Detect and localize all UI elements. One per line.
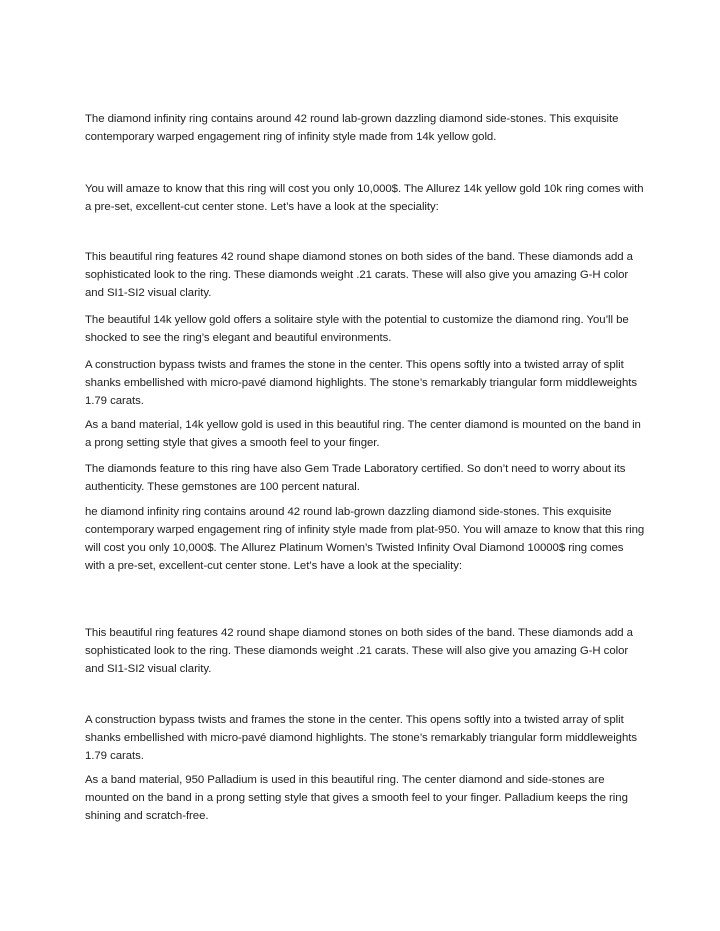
paragraph-4: The beautiful 14k yellow gold offers a solitaire style with the potential to customize the diamond ring. You’ll be shocked to see the ring’s elegant and beautiful environments. xyxy=(85,314,629,344)
paragraph-10: A construction bypass twists and frames the stone in the center. This opens softly into a twisted array of split shanks embellished with micro-pavé diamond highlights. The stone’s remarkably triangular form middleweights 1.79 carats. xyxy=(85,714,638,762)
paragraph-9: This beautiful ring features 42 round shape diamond stones on both sides of the band. These diamonds add a sophisticated look to the ring. These diamonds weight .21 carats. These will also give you amazing G-H color and SI1-SI2 visual clarity. xyxy=(85,627,633,675)
paragraph-3: This beautiful ring features 42 round shape diamond stones on both sides of the band. These diamonds add a sophisticated look to the ring. These diamonds weight .21 carats. These will also give you amazing G-H color and SI1-SI2 visual clarity. xyxy=(85,251,633,299)
paragraph-7: The diamonds feature to this ring have also Gem Trade Laboratory certified. So don’t need to worry about its authenticity. These gemstones are 100 percent natural. xyxy=(85,463,626,493)
paragraph-5: A construction bypass twists and frames the stone in the center. This opens softly into a twisted array of split shanks embellished with micro-pavé diamond highlights. The stone’s remarkably triangular form middleweights 1.79 carats. xyxy=(85,359,638,407)
paragraph-2: You will amaze to know that this ring will cost you only 10,000$. The Allurez 14k yellow gold 10k ring comes with a pre-set, excellent-cut center stone. Let’s have a look at the speciality: xyxy=(85,183,644,213)
paragraph-11: As a band material, 950 Palladium is used in this beautiful ring. The center diamond and side-stones are mounted on the band in a prong setting style that gives a smooth feel to your finger. Palladium keeps the ring shining and scratch-free. xyxy=(85,774,628,822)
paragraph-8: he diamond infinity ring contains around 42 round lab-grown dazzling diamond side-stones. This exquisite contemporary warped engagement ring of infinity style made from plat-950. You will amaze to know that this ring will cost you only 10,000$. The Allurez Platinum Women’s Twisted Infinity Oval Diamond 10000$ ring comes with a pre-set, excellent-cut center stone. Let’s have a look at the speciality: xyxy=(85,506,645,572)
paragraph-1: The diamond infinity ring contains around 42 round lab-grown dazzling diamond side-stones. This exquisite contemporary warped engagement ring of infinity style made from 14k yellow gold. xyxy=(85,113,619,143)
paragraph-6: As a band material, 14k yellow gold is used in this beautiful ring. The center diamond is mounted on the band in a prong setting style that gives a smooth feel to your finger. xyxy=(85,419,641,449)
